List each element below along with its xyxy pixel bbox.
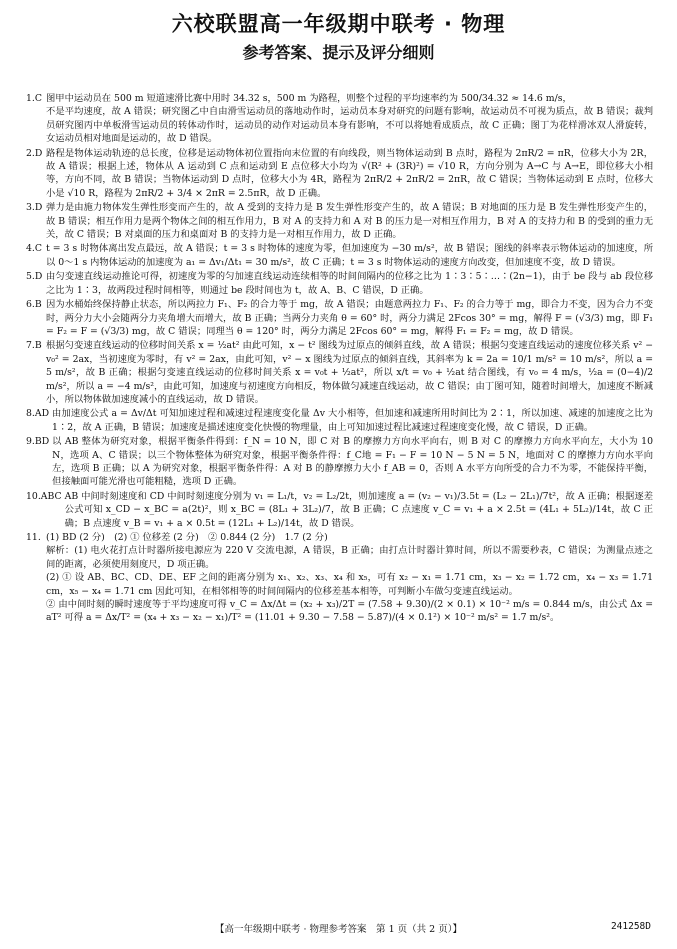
explanation-line: 根据匀变速直线运动的位移时间关系 x = ½at² 由此可知，x − t² 图线为过原点的倾斜直线，故 A 错误；根据匀变速直线运动的速度位移关系 v² − v₀² = 2ax，当初速度为零时，有 v² = 2ax，由此可知，v² − x 图线为过原点的倾斜直线，其斜率为 k = 2a = 10/1 m/s² = 10 m/s²，所以 a = 5 m/s²，故 B 正确；根据匀变速直线运动的位移时间关系 x = v₀t + ½at²，所以 x/t = v₀ + ½at 结合图线，有 v₀ = 4 m/s，½a = (0−4)/2 m/s²，所以 a = −4 m/s²，由此可知，加速度与初速度方向相反，物体做匀减速直线运动，故 C 错误；由丁图可知，随着时间增大，加速度不断减小，所以物体做加速度减小的直线运动，故 D 错误。 bbox=[46, 340, 653, 405]
answer-explanation bbox=[46, 242, 653, 269]
explanation-line: AB 中间时刻速度和 CD 中间时刻速度分别为 v₁ = L₁/t，v₂ = L₂/2t，则加速度 a = (v₂ − v₁)/3.5t = (L₂ − 2L₁)/7t²，故 A 正确；根据逐差公式可知 x_CD − x_BC = a(2t)²，则 x_BC = (8L₁ + 3L₂)/7，故 B 正确；C 点速度 v_C = v₁ + a × 2.5t = (4L₁ + 5L₂)/14t，故 C 正确；B 点速度 v_B = v₁ + a × 0.5t = (12L₁ + L₂)/14t，故 D 错误。 bbox=[64, 490, 653, 529]
answer-explanation bbox=[65, 490, 653, 530]
answer-number: 3.D bbox=[26, 202, 43, 214]
answer-number: 9.BD bbox=[26, 436, 50, 448]
answer-explanation bbox=[52, 407, 653, 434]
explanation-line: 因为水桶始终保持静止状态，所以两拉力 F₁、F₂ 的合力等于 mg，故 A 错误；由题意两拉力 F₁、F₂ 的合力等于 mg，即合力不变，因为合力不变时，两分力大小会随两分力夹角增大而增大，故 B 正确；当两分力夹角 θ = 60° 时，两分力满足 2Fcos 30° = mg，解得 F = (√3/3) mg，即 F₁ = F₂ = F = (√3/3) mg，故 C 错误；同理当 θ = 120° 时，两分力满足 2Fcos 60° = mg，解得 F₁ = F₂ = mg，故 D 错误。 bbox=[46, 299, 653, 337]
answer-item bbox=[26, 242, 653, 269]
answer-item bbox=[26, 435, 653, 489]
explanation-line: 路程是物体运动轨迹的总长度，位移是运动物体初位置指向末位置的有向线段，则当物体运动到 B 点时，路程为 2πR/2 = πR，位移大小为 2R，故 A 错误；根据上述，物体从 A 运动到 C 点和运动到 E 点位移大小均为 √(R² + (3R)²) = √10 R，方向分别为 A→C 与 A→E，即位移大小相等，方向不同，故 B 错误；当物体运动到 D 点时，位移大小为 4R，路程为 2πR/2 + 2πR/2 = 2πR，故 C 错误；当物体运动到 E 点时，位移大小是 √10 R，路程为 2πR/2 + 3/4 × 2πR = 2.5πR，故 D 正确。 bbox=[46, 147, 653, 199]
answer-explanation bbox=[46, 531, 653, 625]
answer-item bbox=[26, 531, 653, 625]
answer-item bbox=[26, 147, 653, 201]
answer-item bbox=[26, 298, 653, 338]
answer-item bbox=[26, 339, 653, 406]
answer-number: 2.D bbox=[26, 147, 43, 159]
answer-explanation bbox=[46, 92, 653, 146]
explanation-line: t = 3 s 时物体离出发点最远，故 A 错误；t = 3 s 时物体的速度为零，但加速度为 −30 m/s²，故 B 错误；图线的斜率表示物体运动的加速度，所以 0～1 s 内物体运动的加速度为 a₁ = Δv₁/Δt₁ = 30 m/s²，故 C 正确；t = 3 s 时物体运动的速度方向改变，但加速度不变，故 D 错误。 bbox=[46, 243, 653, 268]
answer-number: 10.ABC bbox=[26, 490, 62, 502]
explanation-line: 弹力是由施力物体发生弹性形变而产生的，故 A 受到的支持力是 B 发生弹性形变产生的，故 A 错误；B 对地面的压力是 B 发生弹性形变产生的，故 B 错误；相互作用力是两个物体之间的相互作用力，B 对 A 的支持力和 A 对 B 的压力是一对相互作用力，B 对 A 的支持力和 B 的受到的重力无关，故 C 错误；B 对桌面的压力和桌面对 B 的支持力是一对相互作用力，故 D 正确。 bbox=[46, 202, 654, 241]
answer-explanation bbox=[46, 201, 653, 241]
explanation-line: 由匀变速直线运动推论可得，初速度为零的匀加速直线运动连续相等的时间间隔内的位移之比为 1∶3∶5∶…∶(2n−1)，由于 be 段与 ab 段位移之比为 1∶3，故两段过程时间相等，则通过 be 段时间也为 t，故 A、B、C 错误，D 正确。 bbox=[46, 271, 653, 296]
explanation-line: (1) BD (2 分) (2) ① 位移差 (2 分) ② 0.844 (2 分) 1.7 (2 分) bbox=[46, 532, 328, 543]
answer-number: 5.D bbox=[26, 271, 43, 283]
answer-explanation bbox=[46, 147, 653, 201]
answer-item bbox=[26, 270, 653, 297]
answer-explanation bbox=[52, 435, 653, 489]
answer-number: 7.B bbox=[26, 340, 42, 352]
answer-explanation bbox=[46, 339, 653, 406]
explanation-line: 图甲中运动员在 500 m 短道速滑比赛中用时 34.32 s，500 m 为路程，则整个过程的平均速率约为 500/34.32 ≈ 14.6 m/s， bbox=[46, 93, 572, 104]
document-code: 241258D bbox=[610, 921, 651, 932]
page-footer: 【高一年级期中联考 · 物理参考答案 第 1 页（共 2 页）】 bbox=[215, 924, 462, 935]
answer-item bbox=[26, 201, 653, 241]
answer-number: 6.B bbox=[26, 299, 42, 311]
answers-body bbox=[26, 92, 653, 626]
explanation-line: 解析：(1) 电火花打点计时器所接电源应为 220 V 交流电源，A 错误，B 正确；由打点计时器计算时间，所以不需要秒表，C 错误；为测量点迹之间的距离，必须使用刻度尺，D 项正确。 bbox=[46, 545, 653, 570]
answer-number: 8.AD bbox=[26, 408, 50, 420]
page-subtitle: 参考答案、提示及评分细则 bbox=[242, 43, 435, 62]
answer-item bbox=[26, 490, 653, 530]
answer-explanation bbox=[46, 298, 653, 338]
answer-number: 4.C bbox=[26, 243, 42, 255]
explanation-line: ② 由中间时刻的瞬时速度等于平均速度可得 v_C = Δx/Δt = (x₂ + x₃)/2T = (7.58 + 9.30)/(2 × 0.1) × 10⁻² m/s = 0.844 m/s，由公式 Δx = aT² 可得 a = Δx/T² = (x₄ + x₃ − x₂ − x₁)/T² = (11.01 + 9.30 − 7.58 − 5.87)/(4 × 0.1²) × 10⁻² m/s² = 1.7 m/s²。 bbox=[46, 599, 653, 624]
explanation-line: 以 AB 整体为研究对象，根据平衡条件得到：f_N = 10 N，即 C 对 B 的摩擦力方向水平向右，则 B 对 C 的摩擦力方向水平向左，大小为 10 N，选项 A、C 错误；以三个物体整体为研究对象，根据平衡条件得：f_C地 = F₁ − F = 10 N − 5 N = 5 N，地面对 C 的摩擦力方向水平向左，选项 B 正确；以 A 为研究对象，根据平衡条件得：A 对 B 的静摩擦力大小 f_AB = 0，否则 A 水平方向所受的合力不为零，不能保持平衡，但接触面可能光滑也可能粗糙，选项 D 正确。 bbox=[52, 436, 653, 488]
answer-number: 11. bbox=[26, 532, 41, 543]
answer-number: 1.C bbox=[26, 93, 42, 104]
page-title: 六校联盟高一年级期中联考 · 物理 bbox=[171, 12, 506, 36]
explanation-line: 不是平均速度，故 A 错误；研究图乙中自由滑雪运动员的落地动作时，运动员本身对研究的问题有影响，故运动员不可视为质点，故 B 错误；裁判员研究图丙中单板滑雪运动员的转体动作时，运动员的动作对运动员本身有影响，不可以将她看成质点，故 C 正确；图丁为花样滑冰双人滑旋转，女运动员相对地面是运动的，故 D 错误。 bbox=[46, 106, 653, 145]
answer-item bbox=[26, 407, 653, 434]
explanation-line: 由加速度公式 a = Δv/Δt 可知加速过程和减速过程速度变化量 Δv 大小相等，但加速和减速所用时间比为 2∶1，所以加速、减速的加速度之比为 1∶2，故 A 正确，B 错误；加速度是描述速度变化快慢的物理量，由上可知加速过程比减速过程速度变化慢，故 C 错误，D 正确。 bbox=[52, 408, 653, 433]
explanation-line: (2) ① 设 AB、BC、CD、DE、EF 之间的距离分别为 x₁、x₂、x₃、x₄ 和 x₅，可有 x₂ − x₁ = 1.71 cm，x₃ − x₂ = 1.72 cm，x₄ − x₃ = 1.71 cm，x₅ − x₄ = 1.71 cm 因此可知，在相邻相等的时间间隔内的位移差基本相等，可判断小车做匀变速直线运动。 bbox=[46, 572, 653, 597]
answer-explanation bbox=[46, 270, 653, 297]
answer-item bbox=[26, 92, 653, 146]
